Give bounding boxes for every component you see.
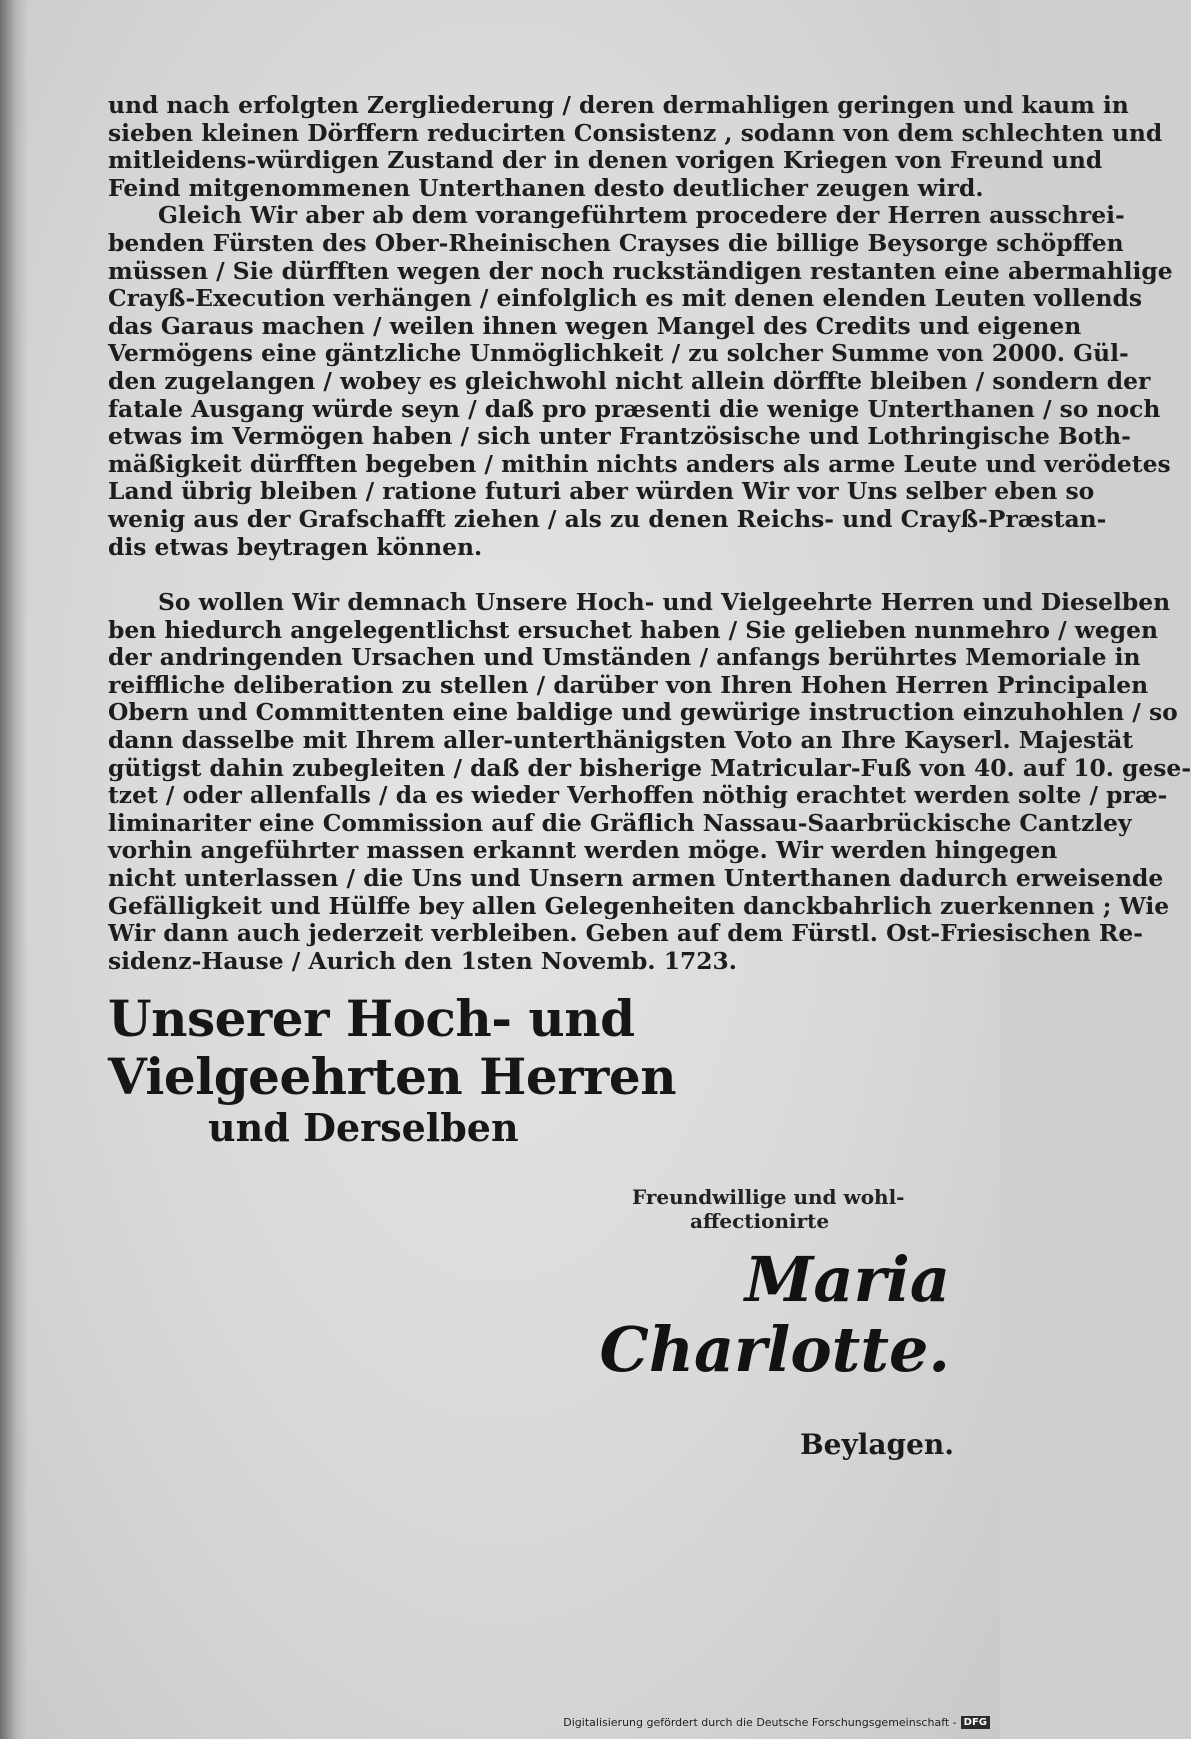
document-body — [108, 91, 1191, 975]
text-line: mäßigkeit dürfften begeben / mithin nichts anders als arme Leute und verödetes — [108, 449, 1171, 478]
dfg-logo: DFG — [961, 1716, 990, 1729]
text-line: vorhin angeführter massen erkannt werden möge. Wir werden hingegen — [108, 836, 1058, 865]
signoff — [632, 1185, 922, 1233]
text-line: der andringenden Ursachen und Umständen / anfangs berührtes Memoriale in — [108, 643, 1141, 672]
text-line: das Garaus machen / weilen ihnen wegen Mangel des Credits und eigenen — [108, 311, 1082, 340]
text-line: Gleich Wir aber ab dem vorangeführtem procedere der Herren ausschrei- — [158, 201, 1125, 230]
text-line: sidenz-Hause / Aurich den 1sten Novemb. 1723. — [108, 946, 737, 975]
paragraph-1 — [108, 91, 1163, 202]
text-line: mitleidens-würdigen Zustand der in denen vorigen Kriegen von Freund und — [108, 146, 1103, 175]
text-line: sieben kleinen Dörffern reducirten Consistenz , sodann von dem schlechten und — [108, 118, 1163, 147]
text-line: nicht unterlassen / die Uns und Unsern armen Unterthanen dadurch erweisende — [108, 864, 1164, 893]
text-line: fatale Ausgang würde seyn / daß pro præsenti die wenige Unterthanen / so noch — [108, 394, 1161, 423]
text-line: gütigst dahin zubegleiten / daß der bisherige Matricular-Fuß von 40. auf 10. gese- — [108, 753, 1191, 782]
paragraph-2 — [108, 201, 1173, 561]
text-line: Vermögens eine gäntzliche Unmöglichkeit / zu solcher Summe von 2000. Gül- — [108, 339, 1129, 368]
closing-formula — [108, 990, 868, 1150]
text-line: Wir dann auch jederzeit verbleiben. Geben auf dem Fürstl. Ost-Friesischen Re- — [108, 919, 1143, 948]
closing-line-2: und Derselben — [208, 1105, 519, 1150]
text-line: So wollen Wir demnach Unsere Hoch- und Vielgeehrte Herren und Dieselben — [158, 588, 1171, 617]
text-line: Land übrig bleiben / ratione futuri aber würden Wir vor Uns selber eben so — [108, 477, 1095, 506]
text-line: dis etwas beytragen können. — [108, 532, 483, 561]
text-line: Crayß-Execution verhängen / einfolglich es mit denen elenden Leuten vollends — [108, 284, 1143, 313]
signature-name: Maria Charlotte. — [599, 1243, 950, 1386]
signoff-line-1: Freundwillige und wohl- — [632, 1185, 905, 1209]
paragraph-3 — [108, 588, 1191, 975]
text-line: und nach erfolgten Zergliederung / deren dermahligen geringen und kaum in — [108, 91, 1129, 119]
text-line: liminariter eine Commission auf die Gräflich Nassau-Saarbrückische Cantzley — [108, 808, 1132, 837]
text-line: etwas im Vermögen haben / sich unter Frantzösische und Lothringische Both- — [108, 422, 1131, 451]
text-line: wenig aus der Grafschafft ziehen / als zu denen Reichs- und Crayß-Præstan- — [108, 504, 1107, 533]
closing-line-1: Unserer Hoch- und Vielgeehrten Herren — [108, 989, 677, 1106]
text-line: reiffliche deliberation zu stellen / darüber von Ihren Hohen Herren Principalen — [108, 670, 1149, 699]
text-line: müssen / Sie dürfften wegen der noch ruckständigen restanten eine abermahlige — [108, 256, 1173, 285]
digitization-footer — [500, 1712, 990, 1732]
text-line: Obern und Committenten eine baldige und gewürige instruction einzuhohlen / so — [108, 698, 1178, 727]
text-line: Feind mitgenommenen Unterthanen desto deutlicher zeugen wird. — [108, 173, 984, 202]
text-line: Gefälligkeit und Hülffe bey allen Gelegenheiten danckbahrlich zuerkennen ; Wie — [108, 891, 1170, 920]
text-line: benden Fürsten des Ober-Rheinischen Crayses die billige Beysorge schöpffen — [108, 228, 1124, 257]
page-edge-shadow — [0, 0, 28, 1739]
footer-text: Digitalisierung gefördert durch die Deutsche Forschungsgemeinschaft - — [563, 1715, 957, 1729]
signoff-line-2: affectionirte — [690, 1209, 830, 1233]
catchword: Beylagen. — [800, 1428, 955, 1461]
text-line: den zugelangen / wobey es gleichwohl nicht allein dörffte bleiben / sondern der — [108, 366, 1151, 395]
text-line: tzet / oder allenfalls / da es wieder Verhoffen nöthig erachtet werden solte / præ- — [108, 781, 1168, 810]
text-line: ben hiedurch angelegentlichst ersuchet haben / Sie gelieben nunmehro / wegen — [108, 615, 1159, 644]
text-line: dann dasselbe mit Ihrem aller-unterthänigsten Voto an Ihre Kayserl. Majestät — [108, 726, 1134, 755]
